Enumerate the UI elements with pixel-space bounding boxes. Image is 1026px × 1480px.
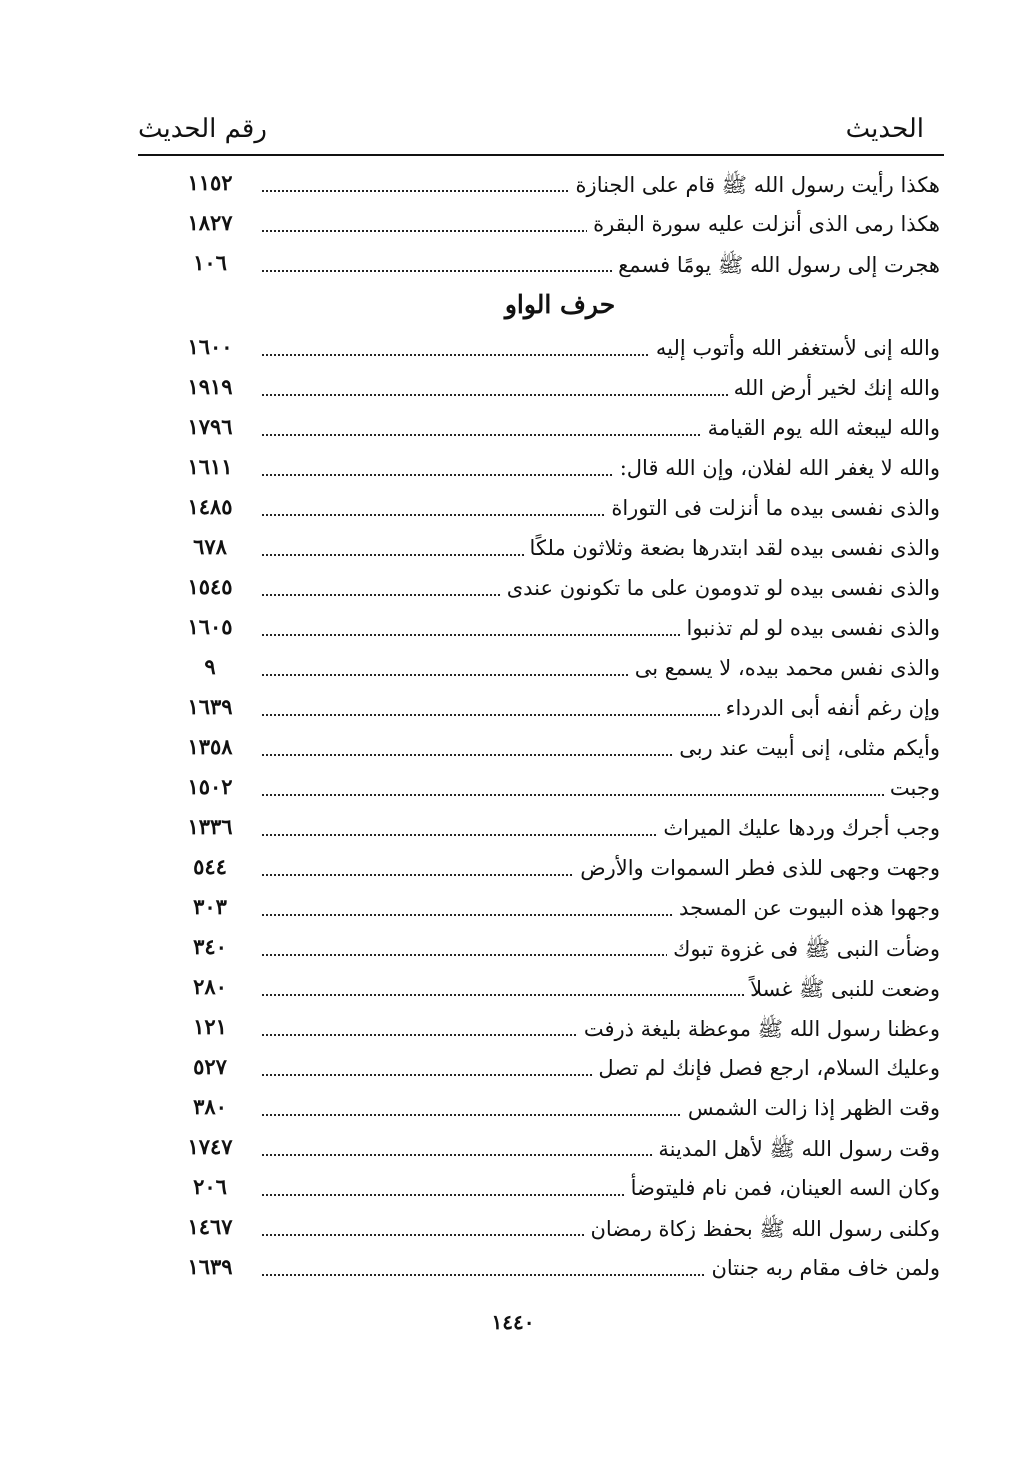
entries-after-section: [180, 332, 940, 1292]
index-entry: [180, 572, 940, 612]
hadith-text: والذى نفسى بيده ما أنزلت فى التوراة: [605, 496, 940, 520]
hadith-number: ١٥٤٥: [187, 574, 233, 599]
index-entry: [180, 692, 940, 732]
hadith-text: والذى نفسى بيده لو لم تذنبوا: [681, 616, 940, 640]
index-entry: [180, 1092, 940, 1132]
hadith-number: ١٧٤٧: [187, 1134, 233, 1159]
hadith-text: وضأت النبى ﷺ فى غزوة تبوك: [667, 936, 940, 967]
section-heading: حرف الواو: [504, 290, 616, 319]
index-entry: [180, 332, 940, 372]
index-entry: [180, 1132, 940, 1172]
index-entry: [180, 972, 940, 1012]
hadith-text: وإن رغم أنفه أبى الدرداء: [720, 696, 940, 720]
hadith-number: ١٣٥٨: [187, 734, 233, 759]
page-number: ١٤٤٠: [491, 1310, 535, 1334]
hadith-text: وعظنا رسول الله ﷺ موعظة بليغة ذرفت: [578, 1016, 940, 1047]
hadith-text: وضعت للنبى ﷺ غسلاً: [744, 976, 940, 1007]
hadith-text: والله إنى لأستغفر الله وأتوب إليه: [650, 336, 940, 360]
hadith-text: وجب أجرك وردها عليك الميراث: [657, 816, 940, 840]
hadith-number: ١٩١٩: [187, 374, 233, 399]
hadith-text: هكذا رمى الذى أنزلت عليه سورة البقرة: [587, 212, 940, 236]
entries-before-section: [180, 168, 940, 288]
hadith-number: ١٦٣٩: [187, 694, 233, 719]
hadith-text: وجهوا هذه البيوت عن المسجد: [673, 896, 940, 920]
index-entry: [180, 812, 940, 852]
index-entry: [180, 208, 940, 248]
hadith-text: وأيكم مثلى، إنى أبيت عند ربى: [673, 736, 940, 760]
index-entry: [180, 932, 940, 972]
hadith-number: ٣٤٠: [193, 934, 227, 959]
hadith-number: ٢٨٠: [193, 974, 227, 999]
hadith-number: ٢٠٦: [193, 1174, 227, 1199]
index-entry: [180, 492, 940, 532]
hadith-text: والذى نفسى بيده لقد ابتدرها بضعة وثلاثون ملكًا: [524, 536, 940, 560]
index-entry: [180, 1052, 940, 1092]
index-entry: [180, 372, 940, 412]
hadith-number: ١٦٠٠: [187, 334, 233, 359]
page-header: [138, 108, 944, 156]
index-entry: [180, 772, 940, 812]
index-list: [180, 168, 940, 1292]
hadith-text: ولمن خاف مقام ربه جنتان: [705, 1256, 940, 1280]
hadith-number: ٥٤٤: [193, 854, 227, 879]
hadith-text: هجرت إلى رسول الله ﷺ يومًا فسمع: [612, 252, 940, 283]
index-entry: [180, 612, 940, 652]
index-entry: [180, 532, 940, 572]
hadith-number: ١١٥٢: [187, 170, 233, 195]
index-entry: [180, 412, 940, 452]
hadith-text: والله لا يغفر الله لفلان، وإن الله قال:: [614, 456, 940, 480]
hadith-text: وكان السه العينان، فمن نام فليتوضأ: [625, 1176, 940, 1200]
hadith-text: وكلنى رسول الله ﷺ بحفظ زكاة رمضان: [584, 1216, 940, 1247]
index-entry: [180, 1252, 940, 1292]
hadith-text: والله إنك لخير أرض الله: [728, 376, 940, 400]
hadith-column-heading: الحديث: [845, 114, 924, 144]
hadith-text: وجبت: [884, 776, 940, 800]
hadith-number: ١٦١١: [187, 454, 233, 479]
index-entry: [180, 1212, 940, 1252]
hadith-text: وعليك السلام، ارجع فصل فإنك لم تصل: [592, 1056, 940, 1080]
hadith-number: ١٣٣٦: [187, 814, 233, 839]
index-entry: [180, 892, 940, 932]
index-entry: [180, 1172, 940, 1212]
hadith-number: ٣٠٣: [193, 894, 227, 919]
hadith-number: ١٦٣٩: [187, 1254, 233, 1279]
hadith-text: والله ليبعثه الله يوم القيامة: [702, 416, 940, 440]
index-entry: [180, 168, 940, 208]
index-entry: [180, 452, 940, 492]
hadith-number: ١٨٢٧: [187, 210, 233, 235]
dot-leader: [262, 794, 940, 796]
hadith-number: ١٤٦٧: [187, 1214, 233, 1239]
index-entry: [180, 1012, 940, 1052]
hadith-number-column-heading: رقم الحديث: [138, 114, 267, 144]
hadith-number: ١٤٨٥: [187, 494, 233, 519]
hadith-text: والذى نفس محمد بيده، لا يسمع بى: [629, 656, 940, 680]
hadith-text: وقت الظهر إذا زالت الشمس: [682, 1096, 940, 1120]
hadith-number: ١٢١: [193, 1014, 227, 1039]
hadith-number: ١٠٦: [193, 250, 227, 275]
hadith-number: ١٥٠٢: [187, 774, 233, 799]
hadith-text: هكذا رأيت رسول الله ﷺ قام على الجنازة: [570, 172, 940, 203]
index-entry: [180, 732, 940, 772]
index-entry: [180, 248, 940, 288]
hadith-text: وقت رسول الله ﷺ لأهل المدينة: [652, 1136, 940, 1167]
hadith-number: ١٧٩٦: [187, 414, 233, 439]
hadith-text: وجهت وجهى للذى فطر السموات والأرض: [574, 856, 940, 880]
hadith-number: ١٦٠٥: [187, 614, 233, 639]
hadith-number: ٩: [204, 654, 216, 679]
hadith-number: ٥٢٧: [193, 1054, 227, 1079]
hadith-number: ٦٧٨: [193, 534, 227, 559]
index-entry: [180, 852, 940, 892]
hadith-number: ٣٨٠: [193, 1094, 227, 1119]
index-entry: [180, 652, 940, 692]
hadith-text: والذى نفسى بيده لو تدومون على ما تكونون عندى: [501, 576, 940, 600]
